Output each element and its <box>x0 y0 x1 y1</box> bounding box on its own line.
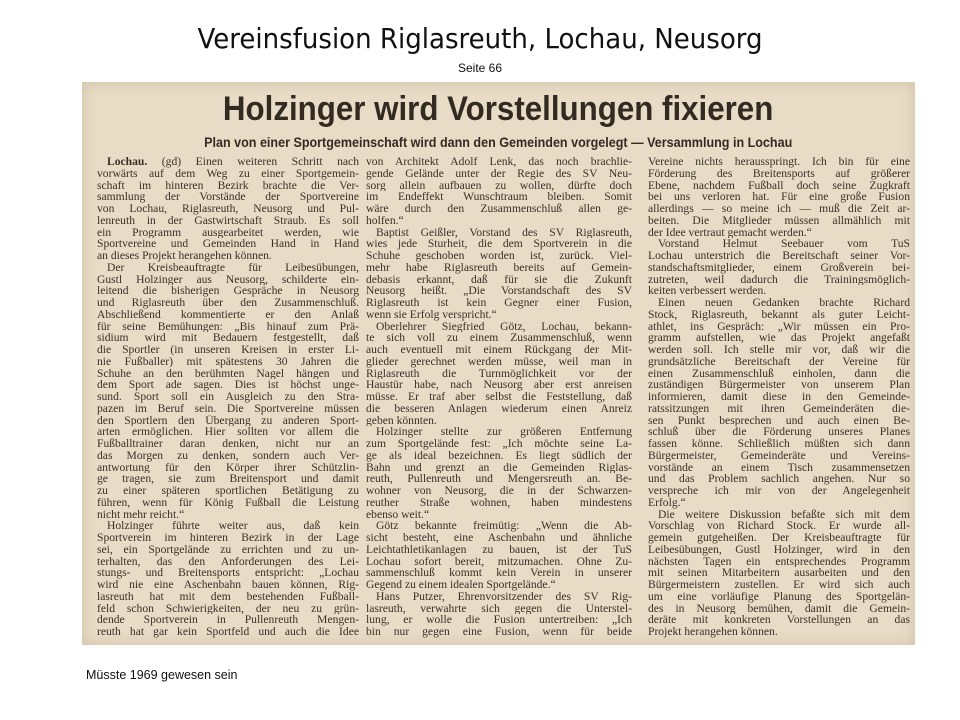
article-line: leitend die bisherigen Gespräche in Neusorg <box>97 285 359 297</box>
article-line: des in Neusorg bemühen, damit die Gemein- <box>648 602 910 615</box>
article-paragraph <box>97 520 359 638</box>
article-line: wird nie eine Aschenbahn bauen können, Rig- <box>97 579 359 591</box>
article-line: Vorschlag von Richard Stock. Er wurde all- <box>648 520 910 532</box>
article-line: feld schon Schwierigkeiten, der neu zu grün- <box>97 602 359 615</box>
article-line: sammenschluß kommt kein Verein in unserer <box>366 567 632 579</box>
article-line: pazen im Beruf sein. Die Sportvereine müssen <box>97 402 359 415</box>
article-line: schaft im hinteren Bezirk brachte die Ver- <box>97 179 359 192</box>
article-line: Oberlehrer Siegfried Götz, Lochau, bekann- <box>376 320 632 333</box>
article-line: standschaftsmitglieder, einem Großverein bei- <box>648 261 910 274</box>
article-line: auch eventuell mit einem Rückgang der Mit- <box>366 344 632 356</box>
article-paragraph <box>366 321 632 427</box>
article-line: mit seinen Mitarbeitern ausarbeiten und den <box>648 567 910 579</box>
article-line: Riglasreuth die Turnmöglichkeit vor der <box>366 367 632 380</box>
article-line: lasreuth, verwahrte sich gegen die Unterstel- <box>366 602 632 615</box>
article-line: ge tragen, sie zum Breitensport und damit <box>97 473 359 485</box>
article-line: und das Problem sachlich angehen. Nur so <box>648 473 910 485</box>
article-line: bin nur gegen eine Fusion, wenn für beide <box>366 626 632 638</box>
article-line: die Sportler (in unseren Kreisen in erster Li- <box>97 344 359 356</box>
article-line: nächsten Tagen ein entsprechendes Programm <box>648 555 910 568</box>
article-line: Fußballtrainer daran denken, nicht nur an <box>97 438 359 450</box>
article-column-3 <box>648 156 910 638</box>
article-line: Stock, Riglasreuth, bekannt als guter Leicht- <box>648 308 910 321</box>
article-line: Projekt herangehen können. <box>648 626 778 638</box>
article-line: informieren, damit diese in den Gemeinde- <box>648 391 910 403</box>
article-line: terhalten, das den Anforderungen des Lei- <box>97 555 359 568</box>
article-line: Einen neuen Gedanken brachte Richard <box>658 297 910 309</box>
article-paragraph <box>97 156 359 262</box>
article-paragraph <box>366 520 632 591</box>
article-line: Lochau. (gd) Einen weiteren Schritt nach <box>107 156 359 168</box>
article-line: Lochau sofort bereit, mitzumachen. Ohne Zu- <box>366 555 632 568</box>
article-line: lung, er wolle die Fusion untertreiben: „Ich <box>366 614 632 626</box>
article-line: lasreuth hat mit dem bestehenden Fußball- <box>97 590 359 603</box>
article-line: zutreten, weil dadurch die Trainingsmöglich- <box>648 273 910 286</box>
article-line: glieder gerechnet werden müsse, weil man in <box>366 355 632 368</box>
footer-note: Müsste 1969 gewesen sein <box>86 668 238 682</box>
article-line: sicht besteht, eine Aschenbahn und ähnliche <box>366 532 632 544</box>
article-line: Der Kreisbeauftragte für Leibesübungen, <box>107 261 359 274</box>
article-line: dem Sport ade sagen. Dies ist höchst unge- <box>97 379 359 391</box>
article-line: den Sportlern den Übergang zu anderen Sport- <box>97 414 359 427</box>
article-line: Ebene, nachdem Fußball doch seine Zugkraft <box>648 179 910 192</box>
article-line: vorstände an einem Tisch zusammensetzen <box>648 461 910 474</box>
article-line: Lochau unterstrich die Bereitschaft seiner Vor- <box>648 250 910 262</box>
article-line: sorg allein aufbauen zu wollen, dürfte doch <box>366 179 632 192</box>
article-line: von Lochau, Riglasreuth, Neusorg und Pul- <box>97 203 359 215</box>
article-line: Gegend zu einem idealen Sportgelände.“ <box>366 579 556 591</box>
article-line: athlet, ins Gespräch: „Wir müssen ein Pro- <box>648 320 910 333</box>
article-line: sei, ein Sportgelände zu errichten und zu un- <box>97 543 359 556</box>
slide-title: Vereinsfusion Riglasreuth, Lochau, Neusorg <box>197 22 763 55</box>
article-line: deräte mit konkreten Vorstellungen an das <box>648 614 910 626</box>
article-column-1 <box>97 156 359 638</box>
article-line: zuständigen Bürgermeister von unserem Plan <box>648 379 910 391</box>
article-line: reuth hat gar kein Sportfeld und auch die Idee <box>97 626 359 638</box>
article-line: die besseren Anlagen wiederum einen Anreiz <box>366 402 632 415</box>
article-line: schluß über die Förderung unseres Planes <box>648 426 910 438</box>
article-line: nie Fußballer) mit spätestens 30 Jahren die <box>97 355 359 368</box>
article-line: fassen könne. Schließlich müßten sich dann <box>648 438 910 450</box>
article-paragraph <box>366 591 632 638</box>
article-line: Baptist Geißler, Vorstand des SV Riglasreuth, <box>376 226 632 239</box>
article-line: gemein gutgeheißen. Der Kreisbeauftragte für <box>648 532 910 544</box>
article-line: antwortung für den Körper ihrer Schützlin- <box>97 461 359 474</box>
article-line: mehr habe Riglasreuth bereits auf Gemein- <box>366 261 632 274</box>
article-headline <box>82 90 915 129</box>
article-line: verspreche ich mir von der Angelegenheit <box>648 485 910 497</box>
article-line: reuth, Pullenreuth und Mengersreuth an. Be- <box>366 473 632 485</box>
article-paragraph <box>366 426 632 520</box>
article-line: sidium wird mit Bedauern festgestellt, daß <box>97 332 359 344</box>
article-line: te sich voll zu einem Zusammenschluß, wenn <box>366 332 632 344</box>
article-line: zu einer späteren sportlichen Betätigung zu <box>97 485 359 497</box>
article-paragraph <box>366 156 632 227</box>
article-line: reuther Straße wohnen, haben mindestens <box>366 496 632 509</box>
article-line: geben könnten. <box>366 414 437 427</box>
slide-page-number: Seite 66 <box>457 61 503 75</box>
article-line: führen, wenn für König Fußball die Leistung <box>97 496 359 509</box>
article-line: sund. Sport soll ein Ausgleich zu den Stra- <box>97 391 359 403</box>
headline-text: Holzinger wird Vorstellungen fixieren <box>223 90 774 128</box>
article-line: zum Sportgelände fest: „Ich möchte seine La- <box>366 438 632 450</box>
article-line: Die weitere Diskussion befaßte sich mit dem <box>658 508 910 521</box>
article-line: Abschließend kommentierte er den Anlaß <box>97 308 359 321</box>
article-line: von Architekt Adolf Lenk, das noch brachlie- <box>366 156 632 168</box>
article-line: debasis erkannt, daß für sie die Zukunft <box>366 273 632 286</box>
article-line: allerdings — so meine ich — muß die Zeit ar- <box>648 203 910 215</box>
article-line: bei uns verloren hat. Für eine große Fusion <box>648 191 910 203</box>
article-line: das Morgen zu denken, sondern auch Ver- <box>97 449 359 462</box>
article-line: Bahn und grenzt an die Gemeinden Riglas- <box>366 461 632 474</box>
newspaper-clipping <box>82 82 915 645</box>
article-line: lenreuth in der Gastwirtschaft Straub. Es soll <box>97 214 359 227</box>
article-paragraph <box>366 227 632 321</box>
article-line: der Idee vertraut gemacht werden.“ <box>648 226 812 239</box>
article-paragraph <box>648 297 910 509</box>
article-line: ebenso weit.“ <box>366 508 430 521</box>
article-line: Haustür habe, nach Neusorg aber erst anreisen <box>366 379 632 391</box>
article-line: keiten verbessert werden. <box>648 285 767 297</box>
article-line: Riglasreuth ist kein Gegner einer Fusion, <box>366 297 632 309</box>
article-line: Förderung des Breitensports auf größerer <box>648 167 910 180</box>
article-line: Bürgermeister, Gemeinderäte und Vereins- <box>648 449 910 462</box>
article-line: Gustl Holzinger aus Neusorg, schilderte ein- <box>97 273 359 286</box>
article-line: sammlung der Vorstände der Sportvereine <box>97 191 359 203</box>
article-line: nicht mehr reicht.“ <box>97 508 185 521</box>
article-line: Holzinger führte weiter aus, daß kein <box>107 520 359 532</box>
article-paragraph <box>648 238 910 297</box>
article-line: dende Sportverein in Pullenreuth Mengen- <box>97 614 359 626</box>
article-line: Sportvereine und Gemeinden Hand in Hand <box>97 238 359 250</box>
article-line: Vereine nichts herausspringt. Ich bin für eine <box>648 156 910 168</box>
article-column-2 <box>366 156 632 638</box>
article-line: arten ermöglichen. Hier sollten vor allem die <box>97 426 359 438</box>
article-line: Neusorg heißt. „Die Vorstandschaft des SV <box>366 285 632 297</box>
article-line: Erfolg.“ <box>648 496 686 509</box>
article-line: und Riglasreuth über den Zusammenschluß. <box>97 297 359 309</box>
article-line: wäre durch den Zusammenschluß allen ge- <box>366 203 632 215</box>
article-line: grundsätzliche Bereitschaft der Vereine für <box>648 355 910 368</box>
article-line: für seine Bemühungen: „Bis hinauf zum Prä- <box>97 320 359 333</box>
article-line: im Endeffekt Wunschtraum bleiben. Somit <box>366 191 632 203</box>
article-line: wenn sie Erfolg verspricht.“ <box>366 308 497 321</box>
article-line: Holzinger stellte zur größeren Entfernung <box>376 426 632 438</box>
article-line: Bürgermeistern zustellen. Er wird sich auch <box>648 579 910 591</box>
article-line: ge als ideal bezeichnen. Es liegt südlich der <box>366 449 632 462</box>
article-line: ratssitzungen mit ihren Gemeinderäten die- <box>648 402 910 415</box>
article-line: sen Punkt besprechen und auch einen Be- <box>648 414 910 427</box>
article-line: beiten. Die Mitglieder müssen allmählich mit <box>648 214 910 227</box>
article-line: Schuhe geschoben worden ist, zurück. Viel- <box>366 250 632 262</box>
article-line: holfen.“ <box>366 214 404 227</box>
article-line: gende Gelände unter der Regie des SV Neu- <box>366 167 632 180</box>
subheadline-text: Plan von einer Sportgemeinschaft wird dann den Gemeinden vorgelegt — Versammlung in Lochau <box>204 135 793 150</box>
article-line: gramm aufstellen, wie das Projekt angefaßt <box>648 332 910 344</box>
article-line: Sportverein im hinteren Bezirk in der Lage <box>97 532 359 544</box>
article-line: werden soll. Ich stelle mir vor, daß wir die <box>648 344 910 356</box>
article-paragraph <box>648 156 910 238</box>
article-line: Hans Putzer, Ehrenvorsitzender des SV Rig- <box>376 590 632 603</box>
article-subheadline <box>82 135 915 150</box>
article-line: müsse. Er traf aber selbst die Feststellung, daß <box>366 391 632 403</box>
article-line: um eine vorläufige Planung des Sportgelän- <box>648 590 910 603</box>
article-paragraph <box>648 509 910 638</box>
article-line: an dieses Projekt herangehen können. <box>97 250 272 262</box>
article-paragraph <box>97 262 359 521</box>
article-line: stungs- und Breitensports entspricht: „Lochau <box>97 567 359 579</box>
article-line: ein Programm ausgearbeitet werden, wie <box>97 226 359 239</box>
article-line: vorwärts auf dem Weg zu einer Sportgemein- <box>97 167 359 180</box>
article-line: Vorstand Helmut Seebauer vom TuS <box>658 238 910 250</box>
article-line: wohner von Neusorg, die in der Schwarzen- <box>366 485 632 497</box>
article-line: wies jede Sturheit, die dem Sportverein in die <box>366 238 632 250</box>
article-line: Leibesübungen, Gustl Holzinger, wird in den <box>648 543 910 556</box>
article-dateline: Lochau. <box>107 156 148 168</box>
article-line: Leichtathletikanlagen zu bauen, ist der TuS <box>366 543 632 556</box>
article-line: einen Zusammenschluß einholen, dann die <box>648 367 910 380</box>
article-line: Schuhe an den berühmten Nagel hängen und <box>97 367 359 380</box>
article-line: Götz bekannte freimütig: „Wenn die Ab- <box>376 520 632 532</box>
